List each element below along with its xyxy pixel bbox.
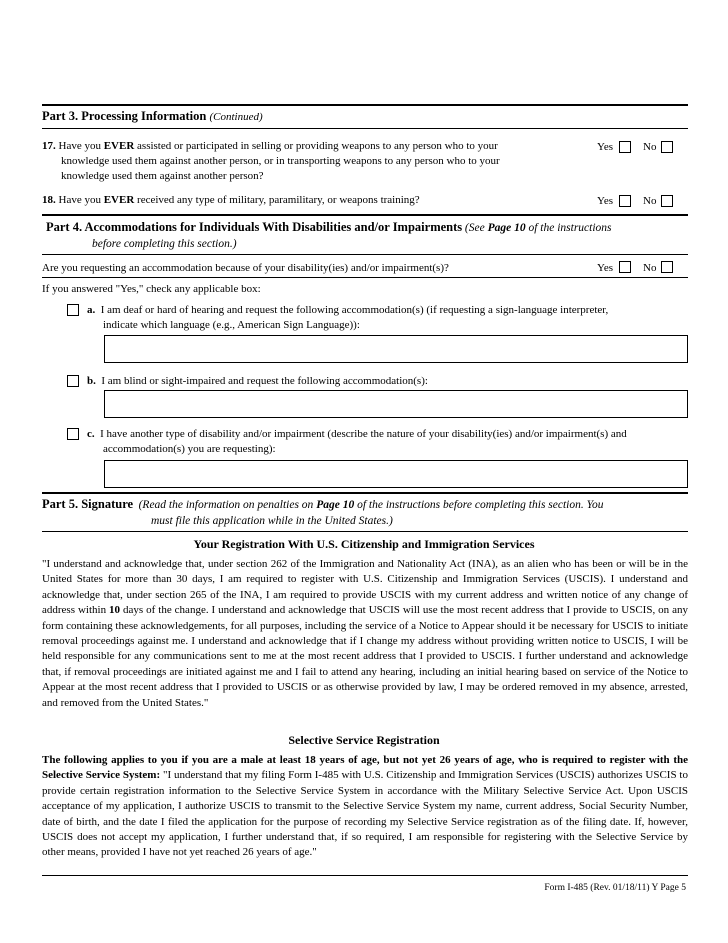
part4-note-line2: before completing this section.) — [92, 238, 237, 250]
form-footer: Form I-485 (Rev. 01/18/11) Y Page 5 — [544, 883, 686, 893]
selective-service-text: The following applies to you if you are a male at least 18 years of age, but not yet 26 years of age, who is required to register with the Selective Service System: "I understand that my filing Form I-485 with U.S. Citizenship and Immigration Services (USCIS) authorizes USCIS to provide certain registration information to the Selective Service System in accordance with the Military Selective Service Act. Upon USCIS acceptance of my application, I authorize USCIS to transmit to the Selective Service System my name, current address, Social Security Number, date of birth, and the date I filed the application for the purpose of recording my Selective Service registration as of the filing date. If, however, USCIS does not accept my application, I further understand that, if so required, I am responsible for registering with the Selective Service by other means, provided I have not yet reached 26 years of age." — [42, 754, 688, 859]
q18-yes-label: Yes — [597, 195, 614, 207]
option-c-text: c. I have another type of disability and/or impairment (describe the nature of your disability(ies) and/or impairment(s) and accommodation(s) you are requesting): — [87, 428, 627, 455]
accommodation-yes-label: Yes — [597, 262, 614, 274]
q17-no-label: No — [643, 141, 657, 153]
bottom-rule — [42, 875, 688, 876]
registration-title: Your Registration With U.S. Citizenship and Immigration Services — [193, 537, 535, 551]
part3-header — [42, 109, 263, 124]
q17-no-checkbox[interactable] — [661, 141, 673, 153]
if-yes-instruction: If you answered "Yes," check any applicable box: — [42, 283, 261, 295]
option-c-checkbox[interactable] — [67, 428, 79, 440]
q17-yes-checkbox[interactable] — [619, 141, 631, 153]
option-a-input[interactable] — [104, 335, 688, 363]
accommodation-no-checkbox[interactable] — [661, 261, 673, 273]
question-18: 18. Have you EVER received any type of military, paramilitary, or weapons training? — [42, 194, 420, 206]
part5-rule — [42, 531, 688, 532]
option-b-text: b. I am blind or sight-impaired and request the following accommodation(s): — [87, 375, 428, 387]
part5-note-line2: must file this application while in the United States.) — [151, 515, 393, 527]
q17-line2: knowledge used them against another person, or in transporting weapons to any person who to your — [61, 155, 500, 167]
part3-rule — [42, 128, 688, 129]
option-b-checkbox[interactable] — [67, 375, 79, 387]
q17-line1: 17. Have you EVER assisted or participated in selling or providing weapons to any person who to your — [42, 140, 498, 152]
part4-title: Part 4. Accommodations for Individuals With Disabilities and/or Impairments — [46, 220, 463, 234]
option-b-input[interactable] — [104, 390, 688, 418]
part5-title: Part 5. Signature — [42, 497, 134, 511]
part3-continued: (Continued) — [209, 111, 263, 123]
option-c-input[interactable] — [104, 460, 688, 488]
q17-line3: knowledge used them against another person? — [61, 170, 264, 182]
question-rule — [42, 277, 688, 278]
part5-header: Part 5. Signature (Read the information on penalties on Page 10 of the instructions before completing this section. You must file this application while in the United States.) — [42, 496, 688, 529]
registration-text: "I understand and acknowledge that, under section 262 of the Immigration and Nationality Act (INA), as an alien who has been or will be in the United States for more than 30 days, I am required to register with U.S. Citizenship and Immigration Services (USCIS). I understand and acknowledge that, under section 265 of the INA, I am required to provide USCIS with my current address and written notice of any change of address within 10 days of the change. I understand and acknowledge that USCIS will use the most recent address that I provide to USCIS, on any form containing these acknowledgements, for all purposes, including the service of a Notice to Appear should it be necessary for USCIS to initiate removal proceedings against me. I understand and acknowledge that if I change my address without providing written notice to USCIS, I will be held responsible for any communications sent to me at the most recent address that I provided to USCIS. I further understand and acknowledge that, if removal proceedings are initiated against me and I fail to attend any hearing, including an initial hearing based on service of the Notice to Appear at the most recent address that I provided to USCIS or as otherwise provided by law, I may be ordered removed in my absence, arrested, and removed from the United States." — [42, 558, 689, 709]
accommodation-no-label: No — [643, 262, 657, 274]
option-a-text: a. I am deaf or hard of hearing and request the following accommodation(s) (if requesting a sign-language interpreter, indicate which language (e.g., American Sign Language)): — [87, 304, 609, 331]
accommodation-question: Are you requesting an accommodation because of your disability(ies) and/or impairment(s)? — [42, 262, 449, 274]
accommodation-yes-checkbox[interactable] — [619, 261, 631, 273]
selective-service-title: Selective Service Registration — [288, 733, 440, 747]
part5-rule-top — [42, 492, 688, 494]
top-rule — [42, 104, 688, 106]
part3-title: Part 3. Processing Information — [42, 109, 207, 123]
part4-rule — [42, 254, 688, 255]
q18-yes-checkbox[interactable] — [619, 195, 631, 207]
q18-no-label: No — [643, 195, 657, 207]
q17-yes-label: Yes — [597, 141, 614, 153]
option-a-checkbox[interactable] — [67, 304, 79, 316]
q18-no-checkbox[interactable] — [661, 195, 673, 207]
part4-header: Part 4. Accommodations for Individuals With Disabilities and/or Impairments (See Page 10 of the instructions before completing this section.) — [46, 219, 686, 252]
question-17 — [42, 139, 582, 184]
part4-rule-top — [42, 214, 688, 216]
